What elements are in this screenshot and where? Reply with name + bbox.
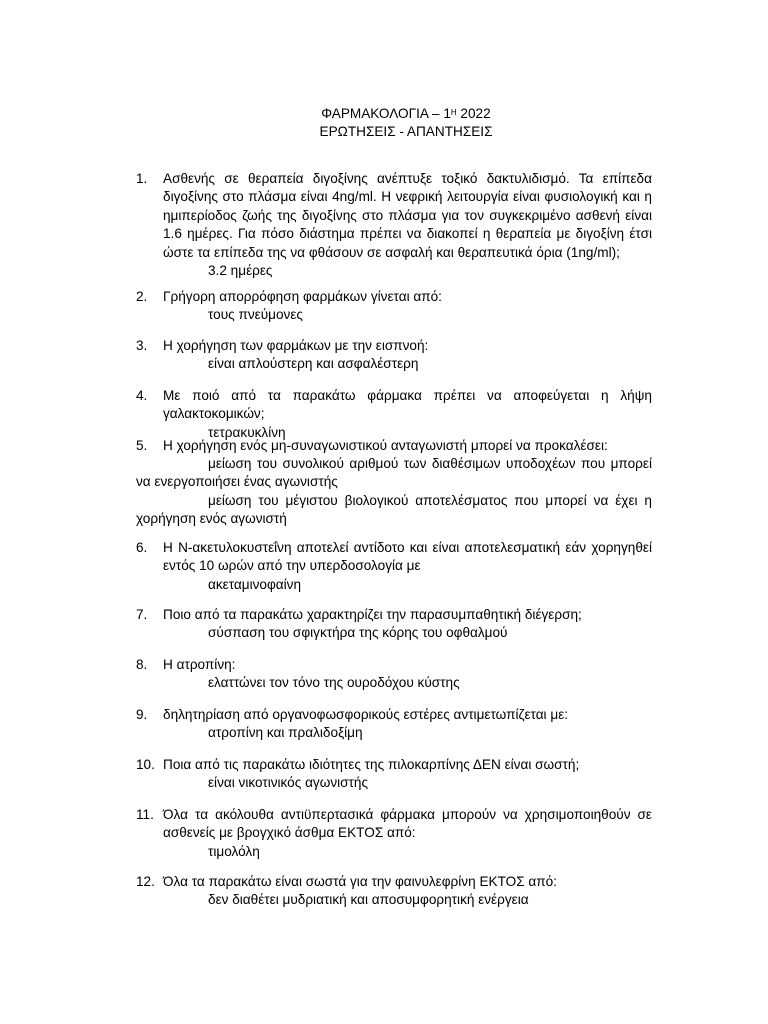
question-text: Η χορήγηση των φαρμάκων με την εισπνοή: [163,338,429,353]
answer-text: μείωση του μέγιστου βιολογικού αποτελέσματος που μπορεί να έχει η χορήγηση ενός αγωνιστή [136,492,652,527]
answer-text: τους πνεύμονες [208,307,303,323]
question-number: 12. [136,874,155,889]
question-5 [136,437,652,455]
question-1 [136,170,652,280]
question-text: Γρήγορη απορρόφηση φαρμάκων γίνεται από: [163,289,442,304]
answer-text: είναι απλούστερη και ασφαλέστερη [208,356,419,372]
question-number: 8. [136,657,148,672]
answer-text: ατροπίνη και πραλιδοξίμη [208,725,363,741]
question-text: Η χορήγηση ενός μη-συναγωνιστικού ανταγωνιστή μπορεί να προκαλέσει: [163,438,608,453]
answer-text: δεν διαθέτει μυδριατική και αποσυμφορητική ενέργεια [208,892,529,908]
document-title: ΦΑΡΜΑΚΟΛΟΓΙΑ – $1^H$ 2022 [321,106,491,121]
question-number: 5. [136,438,148,453]
question-number: 10. [136,757,155,772]
question-text: Η ατροπίνη: [163,657,236,672]
question-3 [136,337,652,374]
question-4 [136,387,652,442]
question-number: 7. [136,607,148,622]
question-text: Η Ν-ακετυλοκυστεΐνη αποτελεί αντίδοτο και είναι αποτελεσματική εάν χορηγηθεί εντός 10 ωρών από την υπερδοσολογία με [163,540,652,574]
title-superscript: Η [450,108,457,117]
question-text: Όλα τα παρακάτω είναι σωστά για την φαινυλεφρίνη ΕΚΤΟΣ από: [163,874,557,889]
question-6 [136,539,652,594]
answer-text: τιμολόλη [208,843,260,859]
question-12 [136,873,652,910]
question-8 [136,656,652,693]
question-10 [136,756,652,793]
document-subtitle: ΕΡΩΤΗΣΕΙΣ - ΑΠΑΝΤΗΣΕΙΣ [319,124,493,139]
question-11 [136,806,652,861]
question-number: 1. [136,171,148,186]
question-text: δηλητηρίαση από οργανοφωσφορικούς εστέρες αντιμετωπίζεται με: [163,707,569,722]
question-number: 11. [136,807,154,822]
question-2 [136,288,652,325]
answer-text: είναι νικοτινικός αγωνιστής [208,775,369,791]
question-text: Ασθενής σε θεραπεία διγοξίνης ανέπτυξε τοξικό δακτυλιδισμό. Τα επίπεδα διγοξίνης στο πλάσμα είναι 4ng/ml. Η νεφρική λειτουργία είναι φυσιολογική και η ημιπερίοδος ζωής της διγοξίνης στο πλάσμα για τον συγκεκριμένο ασθενή είναι 1.6 ημέρες. Για πόσο διάστημα πρέπει να διακοπεί η θεραπεία με διγοξίνη έτσι ώστε τα επίπεδα της να φθάσουν σε ασφαλή και θεραπευτικά όρια (1ng/ml); [163,171,652,260]
question-number: 3. [136,338,148,353]
question-number: 6. [136,540,148,555]
question-number: 2. [136,289,148,304]
answer-text: μείωση του συνολικού αριθμού των διαθέσιμων υποδοχέων που μπορεί να ενεργοποιήσει ένας αγωνιστής [136,456,652,490]
question-text: Όλα τα ακόλουθα αντιϋπερτασικά φάρμακα μπορούν να χρησιμοποιηθούν σε ασθενείς με βρογχικό άσθμα ΕΚΤΟΣ από: [163,807,652,841]
question-9 [136,706,652,743]
answer-text: σύσπαση του σφιγκτήρα της κόρης του οφθαλμού [208,625,508,641]
question-5-answers [136,455,652,529]
question-text: Με ποιό από τα παρακάτω φάρμακα πρέπει να αποφεύγεται η λήψη γαλακτοκομικών; [163,388,652,422]
answer-text: ελαττώνει τον τόνο της ουροδόχου κύστης [208,675,460,691]
question-number: 9. [136,707,148,722]
question-7 [136,606,652,643]
question-text: Ποια από τις παρακάτω ιδιότητες της πιλοκαρπίνης ΔΕΝ είναι σωστή; [163,757,580,772]
answer-text: τετρακυκλίνη [208,424,286,440]
answer-text: ακεταμινοφαίνη [208,576,302,592]
answer-text: 3.2 ημέρες [208,263,273,279]
question-text: Ποιο από τα παρακάτω χαρακτηρίζει την παρασυμπαθητική διέγερση; [163,607,582,622]
question-number: 4. [136,388,148,403]
